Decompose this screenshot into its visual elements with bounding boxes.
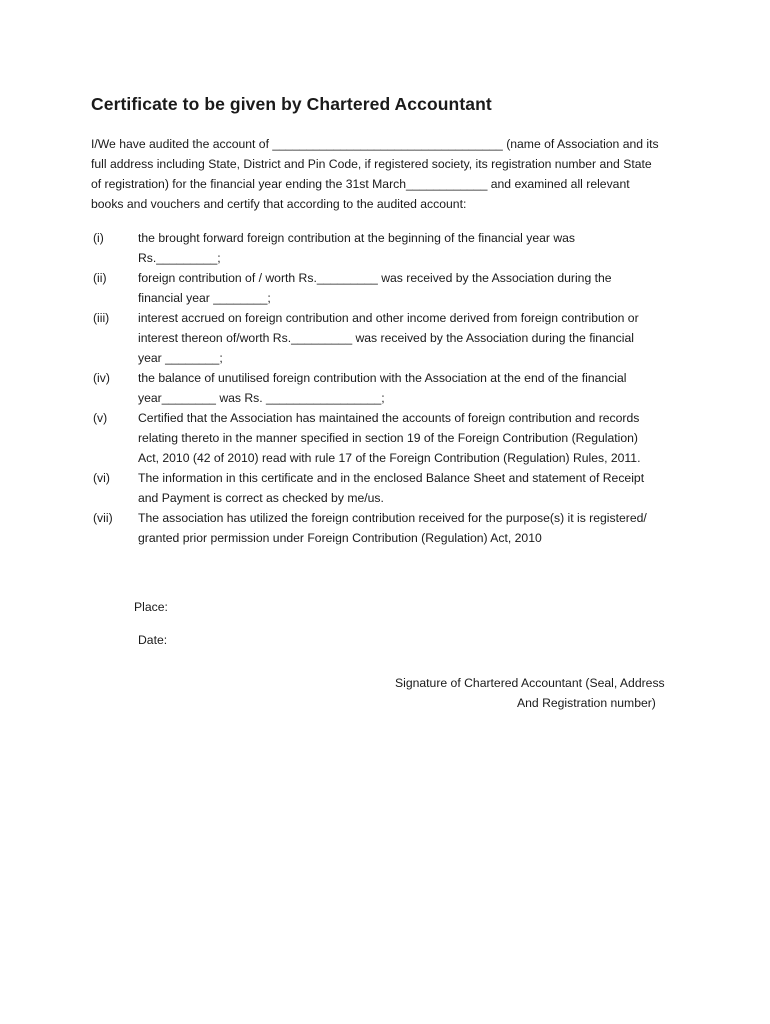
item-line: relating thereto in the manner specified in section 19 of the Foreign Contribution (Regulation) (138, 431, 638, 445)
list-item (91, 368, 691, 408)
list-item (91, 308, 691, 368)
intro-line: I/We have audited the account of __________________________________ (name of Association and its (91, 137, 659, 151)
item-number: (i) (93, 231, 104, 245)
item-line: financial year ________; (138, 291, 271, 305)
page-title: Certificate to be given by Chartered Accountant (91, 94, 492, 114)
intro-line: full address including State, District and Pin Code, if registered society, its registration number and State (91, 157, 652, 171)
item-number: (iv) (93, 371, 110, 385)
date-label: Date: (138, 633, 168, 647)
item-line: the brought forward foreign contribution at the beginning of the financial year was (138, 231, 575, 245)
list-item (91, 228, 691, 268)
list-item (91, 408, 691, 468)
item-line: Act, 2010 (42 of 2010) read with rule 17 of the Foreign Contribution (Regulation) Rules, 2011. (138, 451, 641, 465)
signature-line-2: And Registration number) (517, 696, 656, 710)
item-line: interest accrued on foreign contribution and other income derived from foreign contribution or (138, 311, 639, 325)
item-line: year________ was Rs. _________________; (138, 391, 385, 405)
item-number: (ii) (93, 271, 107, 285)
item-number: (vii) (93, 511, 113, 525)
item-line: the balance of unutilised foreign contribution with the Association at the end of the financial (138, 371, 627, 385)
item-line: and Payment is correct as checked by me/us. (138, 491, 384, 505)
item-number: (vi) (93, 471, 110, 485)
intro-line: of registration) for the financial year ending the 31st March____________ and examined all relevant (91, 177, 630, 191)
item-line: Rs._________; (138, 251, 221, 265)
intro-line: books and vouchers and certify that according to the audited account: (91, 197, 467, 211)
item-line: The association has utilized the foreign contribution received for the purpose(s) it is registered/ (138, 511, 647, 525)
item-line: foreign contribution of / worth Rs._________ was received by the Association during the (138, 271, 612, 285)
list-item (91, 468, 691, 508)
item-line: The information in this certificate and in the enclosed Balance Sheet and statement of Receipt (138, 471, 645, 485)
item-line: granted prior permission under Foreign Contribution (Regulation) Act, 2010 (138, 531, 542, 545)
signature-line-1: Signature of Chartered Accountant (Seal, Address (395, 676, 665, 690)
item-number: (iii) (93, 311, 110, 325)
item-line: interest thereon of/worth Rs._________ was received by the Association during the financial (138, 331, 634, 345)
place-label: Place: (134, 600, 168, 614)
item-number: (v) (93, 411, 108, 425)
list-item (91, 508, 691, 548)
list-item (91, 268, 691, 308)
certification-list (91, 228, 691, 548)
item-line: year ________; (138, 351, 223, 365)
intro-paragraph (91, 134, 691, 214)
item-line: Certified that the Association has maintained the accounts of foreign contribution and records (138, 411, 640, 425)
